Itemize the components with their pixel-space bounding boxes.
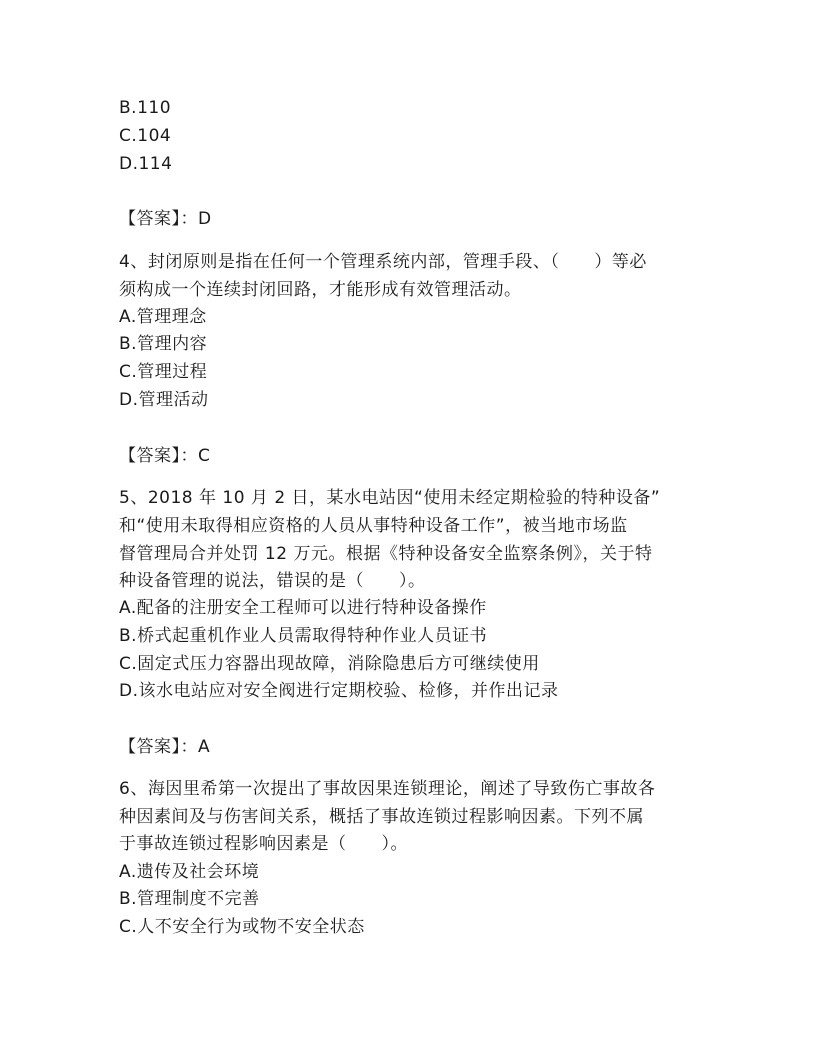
- q4-stem-line-2: 须构成一个连续封闭回路，才能形成有效管理活动。: [119, 280, 522, 300]
- q5-stem-line-3: 督管理局合并处罚 12 万元。根据《特种设备安全监察条例》，关于特: [119, 544, 653, 564]
- q4-answer: 【答案】：C: [119, 446, 211, 466]
- q6-option-c: C.人不安全行为或物不安全状态: [119, 917, 365, 937]
- q5-answer: 【答案】：A: [119, 737, 211, 757]
- q5-stem-line-4: 种设备管理的说法，错误的是（ ）。: [119, 571, 426, 591]
- q5-option-c: C.固定式压力容器出现故障，消除隐患后方可继续使用: [119, 654, 540, 674]
- q4-stem-line-1: 4、封闭原则是指在任何一个管理系统内部，管理手段、（ ）等必: [119, 252, 647, 272]
- q4-option-d: D.管理活动: [119, 390, 209, 410]
- q3-option-d: D.114: [119, 154, 173, 174]
- q5-stem-line-2: 和“使用未取得相应资格的人员从事特种设备工作”，被当地市场监: [119, 516, 628, 536]
- q3-answer: 【答案】：D: [119, 209, 212, 229]
- q6-option-a: A.遗传及社会环境: [119, 862, 260, 882]
- q4-option-a: A.管理理念: [119, 307, 207, 327]
- q3-option-b: B.110: [119, 98, 172, 118]
- q5-option-d: D.该水电站应对安全阀进行定期校验、检修，并作出记录: [119, 681, 559, 701]
- q6-stem-line-2: 种因素间及与伤害间关系，概括了事故连锁过程影响因素。下列不属: [119, 807, 644, 827]
- q5-option-b: B.桥式起重机作业人员需取得特种作业人员证书: [119, 626, 488, 646]
- q6-stem-line-3: 于事故连锁过程影响因素是（ ）。: [119, 834, 408, 854]
- q5-option-a: A.配备的注册安全工程师可以进行特种设备操作: [119, 598, 487, 618]
- q3-option-c: C.104: [119, 126, 172, 146]
- q5-stem-line-1: 5、2018 年 10 月 2 日，某水电站因“使用未经定期检验的特种设备”: [119, 488, 661, 508]
- q4-option-b: B.管理内容: [119, 334, 208, 354]
- q4-option-c: C.管理过程: [119, 362, 208, 382]
- q6-stem-line-1: 6、海因里希第一次提出了事故因果连锁理论，阐述了导致伤亡事故各: [119, 779, 656, 799]
- q6-option-b: B.管理制度不完善: [119, 889, 260, 909]
